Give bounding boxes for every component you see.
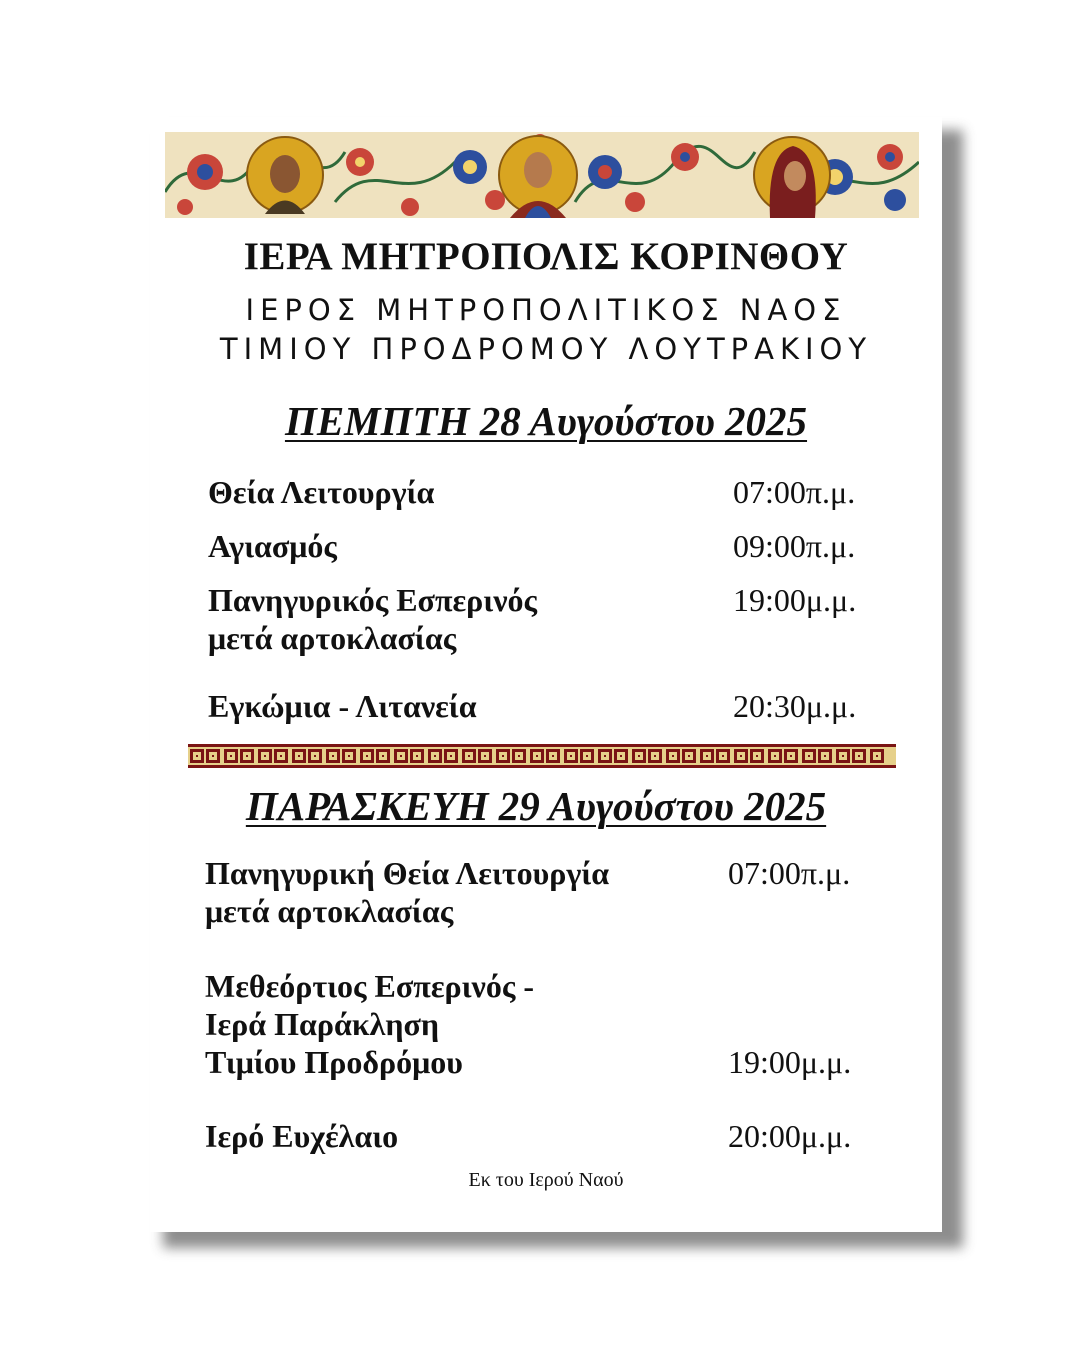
event-time: 19:00μ.μ. <box>728 1044 852 1080</box>
event-label-cont: Τιμίου Προδρόμου <box>205 1044 463 1080</box>
footer-signature: Εκ του Ιερού Ναού <box>468 1169 624 1191</box>
event-label: Μεθεόρτιος Εσπερινός - <box>205 968 534 1004</box>
event-label: Πανηγυρική Θεία Λειτουργία <box>205 855 610 891</box>
day1-heading: ΠΕΜΠΤΗ 28 Αυγούστου 2025 <box>284 398 808 444</box>
event-label-cont: μετά αρτοκλασίας <box>205 893 454 929</box>
event-time: 20:30μ.μ. <box>733 688 857 724</box>
event-label-cont: Ιερά Παράκληση <box>205 1006 440 1042</box>
saint-john-icon <box>247 137 323 214</box>
metropolis-title: ΙΕΡΑ ΜΗΤΡΟΠΟΛΙΣ ΚΟΡΙΝΘΟΥ <box>243 235 849 278</box>
event-time: 20:00μ.μ. <box>728 1118 852 1154</box>
event-time: 19:00μ.μ. <box>733 582 857 618</box>
greek-key-ornament-icon <box>188 744 896 768</box>
icon-banner <box>165 132 919 218</box>
event-time: 09:00π.μ. <box>733 528 856 564</box>
floral-icon-banner-art <box>165 132 919 218</box>
event-label: Πανηγυρικός Εσπερινός <box>208 582 537 618</box>
day2-heading: ΠΑΡΑΣΚΕΥΗ 29 Αυγούστου 2025 <box>245 783 827 829</box>
church-subtitle-line1: ΙΕΡΟΣ ΜΗΤΡΟΠΟΛΙΤΙΚΟΣ ΝΑΟΣ <box>245 293 847 327</box>
event-label: Αγιασμός <box>208 528 337 564</box>
event-label-cont: μετά αρτοκλασίας <box>208 620 457 656</box>
poster-sheet <box>150 117 942 1232</box>
event-label: Θεία Λειτουργία <box>208 474 435 510</box>
church-subtitle-line2: ΤΙΜΙΟΥ ΠΡΟΔΡΟΜΟΥ ΛΟΥΤΡΑΚΙΟΥ <box>219 332 873 366</box>
event-label: Εγκώμια - Λιτανεία <box>208 688 477 724</box>
meander-divider <box>188 744 896 768</box>
event-time: 07:00π.μ. <box>728 855 851 891</box>
event-time: 07:00π.μ. <box>733 474 856 510</box>
event-label: Ιερό Ευχέλαιο <box>205 1118 399 1154</box>
